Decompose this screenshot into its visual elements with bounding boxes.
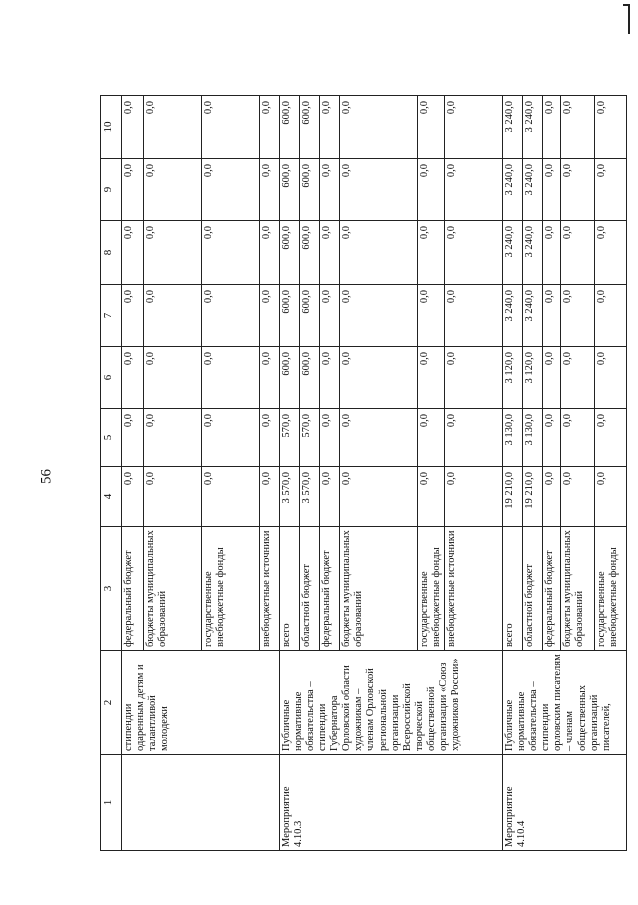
value-cell: 3 570,0 (280, 467, 300, 527)
col-header-2: 2 (101, 651, 122, 755)
funding-source-cell: всего (503, 527, 523, 651)
value-cell: 0,0 (122, 96, 144, 159)
value-cell: 0,0 (202, 221, 260, 285)
value-cell: 3 130,0 (503, 409, 523, 467)
value-cell: 0,0 (144, 96, 202, 159)
value-cell: 570,0 (300, 409, 320, 467)
value-cell: 0,0 (418, 347, 445, 409)
value-cell: 0,0 (122, 467, 144, 527)
value-cell: 0,0 (320, 467, 340, 527)
value-cell: 0,0 (445, 347, 503, 409)
value-cell: 0,0 (340, 96, 418, 159)
col-header-6: 6 (101, 347, 122, 409)
value-cell: 0,0 (260, 285, 280, 347)
value-cell: 0,0 (144, 221, 202, 285)
col-header-8: 8 (101, 221, 122, 285)
value-cell: 0,0 (595, 285, 627, 347)
funding-source-cell: федеральный бюджет (320, 527, 340, 651)
description-cell: стипендии одаренным детям и талантливой молодежи (122, 651, 280, 755)
value-cell: 3 240,0 (503, 159, 523, 221)
value-cell: 600,0 (280, 285, 300, 347)
value-cell: 0,0 (340, 285, 418, 347)
value-cell: 0,0 (418, 467, 445, 527)
value-cell: 3 240,0 (523, 285, 543, 347)
value-cell: 0,0 (543, 285, 561, 347)
table-row (280, 96, 300, 851)
value-cell: 3 240,0 (503, 96, 523, 159)
value-cell: 0,0 (122, 347, 144, 409)
col-header-4: 4 (101, 467, 122, 527)
value-cell: 0,0 (144, 467, 202, 527)
value-cell: 0,0 (144, 409, 202, 467)
value-cell: 19 210,0 (523, 467, 543, 527)
table-row (503, 96, 523, 851)
value-cell: 0,0 (320, 409, 340, 467)
col-header-9: 9 (101, 159, 122, 221)
value-cell: 0,0 (561, 96, 595, 159)
funding-source-cell: внебюджетные источники (260, 527, 280, 651)
value-cell: 0,0 (561, 159, 595, 221)
value-cell: 0,0 (260, 409, 280, 467)
value-cell: 0,0 (260, 159, 280, 221)
funding-source-cell: всего (280, 527, 300, 651)
corner-bracket-mark (623, 4, 630, 34)
value-cell: 0,0 (202, 347, 260, 409)
rotated-table-container (100, 96, 621, 851)
value-cell: 0,0 (320, 96, 340, 159)
value-cell: 3 130,0 (523, 409, 543, 467)
value-cell: 0,0 (122, 409, 144, 467)
value-cell: 0,0 (144, 159, 202, 221)
value-cell: 0,0 (202, 467, 260, 527)
value-cell: 0,0 (445, 96, 503, 159)
value-cell: 600,0 (280, 96, 300, 159)
value-cell: 0,0 (260, 221, 280, 285)
funding-source-cell: федеральный бюджет (543, 527, 561, 651)
header-row (101, 96, 122, 851)
table-body (101, 96, 627, 851)
value-cell: 0,0 (445, 221, 503, 285)
value-cell: 0,0 (561, 409, 595, 467)
funding-source-cell: государственные внебюджетные фонды (595, 527, 627, 651)
col-header-10: 10 (101, 96, 122, 159)
value-cell: 0,0 (561, 285, 595, 347)
value-cell: 0,0 (418, 221, 445, 285)
value-cell: 0,0 (595, 221, 627, 285)
event-cell: Мероприятие 4.10.3 (280, 755, 503, 851)
col-header-1: 1 (101, 755, 122, 851)
value-cell: 3 120,0 (523, 347, 543, 409)
value-cell: 600,0 (300, 159, 320, 221)
value-cell: 0,0 (561, 467, 595, 527)
funding-source-cell: областной бюджет (300, 527, 320, 651)
value-cell: 0,0 (122, 159, 144, 221)
value-cell: 0,0 (543, 347, 561, 409)
value-cell: 0,0 (320, 221, 340, 285)
value-cell: 0,0 (122, 285, 144, 347)
value-cell: 0,0 (418, 159, 445, 221)
value-cell: 0,0 (260, 467, 280, 527)
value-cell: 0,0 (144, 285, 202, 347)
value-cell: 0,0 (445, 467, 503, 527)
value-cell: 0,0 (340, 159, 418, 221)
value-cell: 0,0 (445, 285, 503, 347)
value-cell: 0,0 (418, 409, 445, 467)
description-cell: Публичные нормативные обязательства – стипендии орловским писателям – членам общественных организаций писателей, (503, 651, 627, 755)
value-cell: 0,0 (144, 347, 202, 409)
funding-source-cell: бюджеты муниципальных образований (144, 527, 202, 651)
col-header-5: 5 (101, 409, 122, 467)
value-cell: 0,0 (340, 409, 418, 467)
value-cell: 0,0 (561, 347, 595, 409)
value-cell: 0,0 (320, 285, 340, 347)
page-number: 56 (38, 469, 55, 484)
value-cell: 3 240,0 (503, 285, 523, 347)
col-header-3: 3 (101, 527, 122, 651)
value-cell: 570,0 (280, 409, 300, 467)
value-cell: 0,0 (543, 221, 561, 285)
value-cell: 0,0 (445, 159, 503, 221)
funding-source-cell: государственные внебюджетные фонды (202, 527, 260, 651)
value-cell: 0,0 (418, 285, 445, 347)
value-cell: 600,0 (280, 347, 300, 409)
funding-source-cell: бюджеты муниципальных образований (561, 527, 595, 651)
value-cell: 0,0 (320, 159, 340, 221)
funding-source-cell: бюджеты муниципальных образований (340, 527, 418, 651)
event-cell: Мероприятие 4.10.4 (503, 755, 627, 851)
value-cell: 0,0 (202, 285, 260, 347)
funding-source-cell: федеральный бюджет (122, 527, 144, 651)
table-row (122, 96, 144, 851)
funding-source-cell: государственные внебюджетные фонды (418, 527, 445, 651)
value-cell: 0,0 (595, 159, 627, 221)
value-cell: 0,0 (595, 347, 627, 409)
value-cell: 0,0 (543, 96, 561, 159)
funding-source-cell: областной бюджет (523, 527, 543, 651)
value-cell: 0,0 (260, 96, 280, 159)
value-cell: 3 240,0 (523, 221, 543, 285)
value-cell: 600,0 (280, 159, 300, 221)
value-cell: 0,0 (445, 409, 503, 467)
value-cell: 0,0 (320, 347, 340, 409)
value-cell: 0,0 (543, 159, 561, 221)
value-cell: 0,0 (340, 347, 418, 409)
value-cell: 3 240,0 (523, 159, 543, 221)
description-cell: Публичные нормативные обязательства – стипендии Губернатора Орловской области художникам – членам Орловской региональной организации Всероссийской творческой общественной организации «Союз художников России» (280, 651, 503, 755)
value-cell: 3 240,0 (503, 221, 523, 285)
funding-source-cell: внебюджетные источники (445, 527, 503, 651)
value-cell: 0,0 (340, 221, 418, 285)
value-cell: 19 210,0 (503, 467, 523, 527)
value-cell: 0,0 (543, 409, 561, 467)
value-cell: 0,0 (340, 467, 418, 527)
value-cell: 0,0 (561, 221, 595, 285)
value-cell: 600,0 (300, 221, 320, 285)
value-cell: 0,0 (418, 96, 445, 159)
value-cell: 0,0 (202, 96, 260, 159)
value-cell: 600,0 (300, 347, 320, 409)
col-header-7: 7 (101, 285, 122, 347)
value-cell: 0,0 (595, 467, 627, 527)
value-cell: 600,0 (300, 96, 320, 159)
value-cell: 0,0 (260, 347, 280, 409)
budget-table (100, 95, 627, 851)
value-cell: 3 120,0 (503, 347, 523, 409)
value-cell: 0,0 (202, 409, 260, 467)
value-cell: 0,0 (202, 159, 260, 221)
value-cell: 3 570,0 (300, 467, 320, 527)
event-cell (122, 755, 280, 851)
value-cell: 0,0 (595, 96, 627, 159)
value-cell: 3 240,0 (523, 96, 543, 159)
value-cell: 0,0 (595, 409, 627, 467)
value-cell: 600,0 (300, 285, 320, 347)
value-cell: 600,0 (280, 221, 300, 285)
value-cell: 0,0 (122, 221, 144, 285)
value-cell: 0,0 (543, 467, 561, 527)
